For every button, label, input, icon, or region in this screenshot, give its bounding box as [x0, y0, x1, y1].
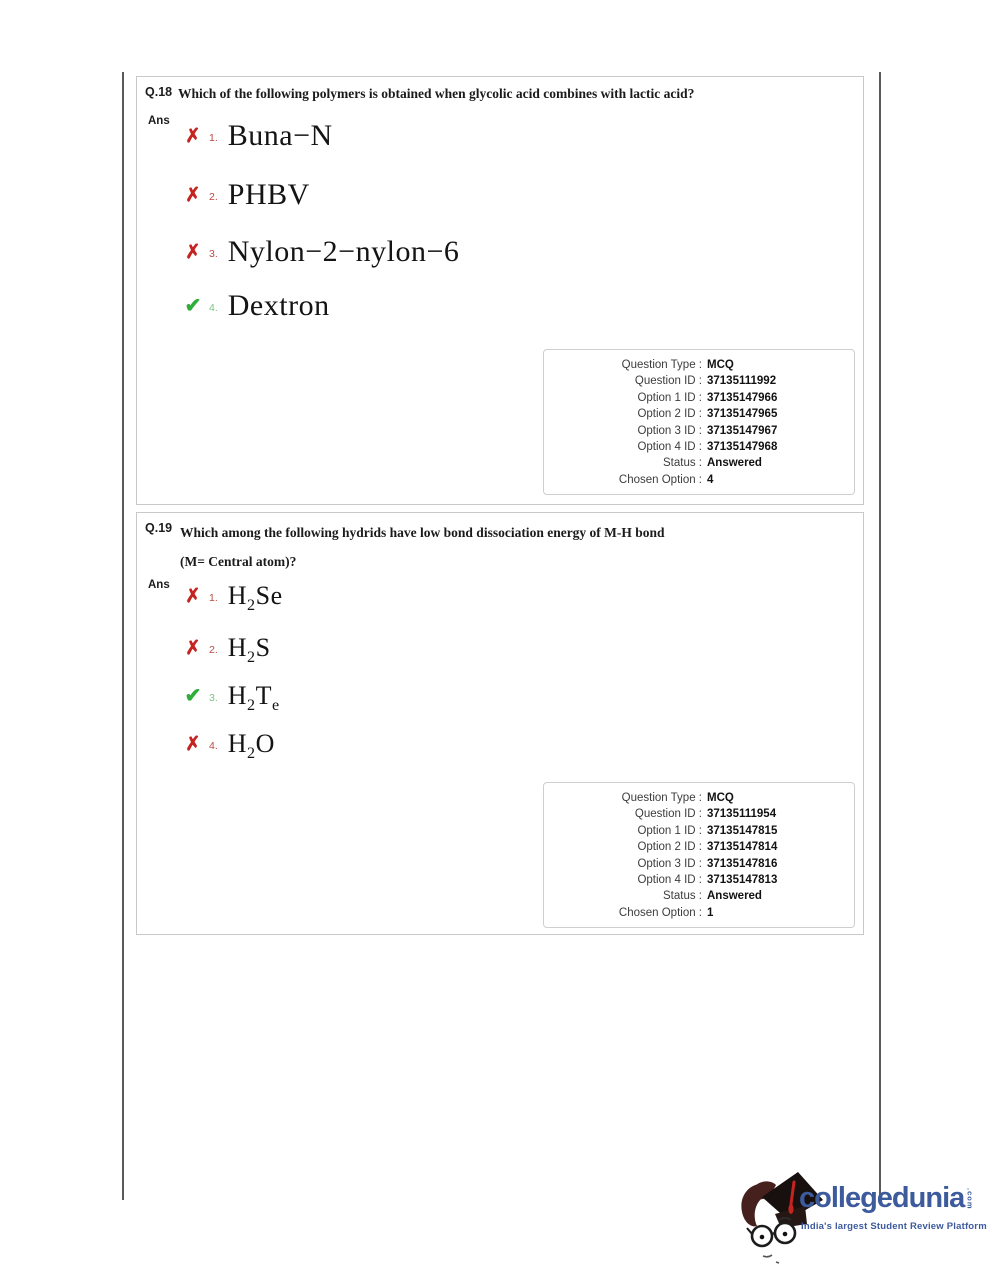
meta-value: 37135147968 [707, 441, 778, 454]
page-left-rule [122, 72, 124, 1200]
option-formula: $H_2Se$ [227, 581, 283, 615]
meta-value: MCQ [707, 792, 734, 804]
page-right-rule [879, 72, 881, 1200]
question-text: Which of the following polymers is obtained when glycolic acid combines with lactic acid? [178, 86, 695, 101]
option-formula: $H_2T_e$ [227, 681, 280, 715]
meta-row [550, 406, 846, 422]
meta-label: Option 3 ID : [637, 424, 702, 437]
meta-label: Status : [663, 890, 702, 903]
meta-row [550, 373, 846, 389]
question-card-q18 [136, 76, 864, 505]
brand-wordmark: collegedunia [799, 1182, 965, 1214]
option-number: 4. [209, 740, 218, 752]
meta-panel [543, 782, 855, 928]
question-text-line2: (M= Central atom)? [180, 554, 297, 569]
cross-icon: ✗ [184, 183, 202, 207]
meta-label: Status : [663, 457, 702, 470]
option-row [181, 675, 280, 717]
meta-panel [543, 349, 855, 495]
option-row [181, 174, 310, 216]
collegedunia-logo [735, 1168, 1001, 1272]
option-row [181, 285, 330, 327]
answer-label: Ans [148, 115, 170, 127]
option-number: 1. [209, 132, 218, 144]
meta-value: 4 [707, 473, 714, 486]
meta-label: Chosen Option : [618, 473, 702, 486]
meta-label: Option 3 ID : [637, 857, 702, 870]
meta-row [550, 856, 846, 872]
check-icon: ✔ [184, 685, 202, 707]
meta-row [550, 790, 846, 806]
meta-row [550, 872, 846, 888]
meta-row [550, 423, 846, 439]
option-formula: $H_2S$ [227, 633, 271, 667]
option-row [181, 723, 275, 765]
meta-value: MCQ [707, 359, 734, 371]
option-number: 3. [209, 248, 218, 260]
cross-icon: ✗ [184, 240, 202, 264]
meta-value: 37135147816 [707, 857, 778, 870]
option-number: 4. [209, 302, 218, 314]
meta-value: 37135147813 [707, 874, 778, 887]
meta-value: Answered [707, 457, 762, 470]
cross-icon: ✗ [184, 584, 202, 608]
option-number: 2. [209, 191, 218, 203]
meta-label: Chosen Option : [618, 906, 702, 919]
check-icon: ✔ [184, 295, 202, 317]
meta-value: 37135147815 [707, 824, 778, 837]
question-number: Q.19 [145, 521, 173, 535]
question-text: Which among the following hydrids have low bond dissociation energy of M-H bond [180, 525, 665, 540]
option-row [181, 575, 283, 617]
cross-icon: ✗ [184, 636, 202, 660]
meta-row [550, 455, 846, 471]
meta-row [550, 905, 846, 921]
meta-row [550, 888, 846, 904]
option-label: PHBV [227, 178, 310, 211]
meta-row [550, 357, 846, 373]
meta-value: 37135111992 [707, 375, 777, 388]
meta-label: Question Type : [621, 359, 702, 371]
meta-label: Question ID : [634, 808, 702, 821]
meta-row [550, 390, 846, 406]
meta-value: 1 [707, 906, 714, 919]
meta-label: Option 4 ID : [637, 441, 702, 454]
meta-value: 37135147966 [707, 391, 778, 404]
question-card-q19 [136, 512, 864, 935]
option-number: 2. [209, 644, 218, 656]
meta-value: 37135147814 [707, 841, 778, 854]
option-row [181, 231, 459, 273]
meta-value: 37135111954 [707, 808, 777, 821]
meta-label: Question ID : [634, 375, 702, 388]
option-formula: $H_2O$ [227, 729, 275, 763]
meta-label: Option 2 ID : [637, 841, 702, 854]
meta-value: 37135147965 [707, 408, 778, 421]
option-label: Dextron [227, 289, 330, 322]
meta-row [550, 823, 846, 839]
option-label: Nylon−2−nylon−6 [227, 235, 460, 268]
option-row [181, 115, 333, 157]
cross-icon: ✗ [184, 124, 202, 148]
brand-tld: .com [965, 1188, 975, 1210]
meta-row [550, 806, 846, 822]
meta-label: Option 1 ID : [637, 391, 702, 404]
meta-row [550, 839, 846, 855]
meta-row [550, 472, 846, 488]
meta-label: Question Type : [621, 792, 702, 804]
answer-label: Ans [148, 579, 170, 591]
option-number: 1. [209, 592, 218, 604]
meta-label: Option 2 ID : [637, 408, 702, 421]
meta-value: Answered [707, 890, 762, 903]
meta-row [550, 439, 846, 455]
brand-tagline: India's largest Student Review Platform [801, 1221, 987, 1232]
option-number: 3. [209, 692, 218, 704]
meta-label: Option 1 ID : [637, 824, 702, 837]
question-number: Q.18 [145, 85, 173, 99]
meta-label: Option 4 ID : [637, 874, 702, 887]
option-label: Buna−N [227, 119, 333, 152]
cross-icon: ✗ [184, 732, 202, 756]
meta-value: 37135147967 [707, 424, 778, 437]
option-row [181, 627, 271, 669]
